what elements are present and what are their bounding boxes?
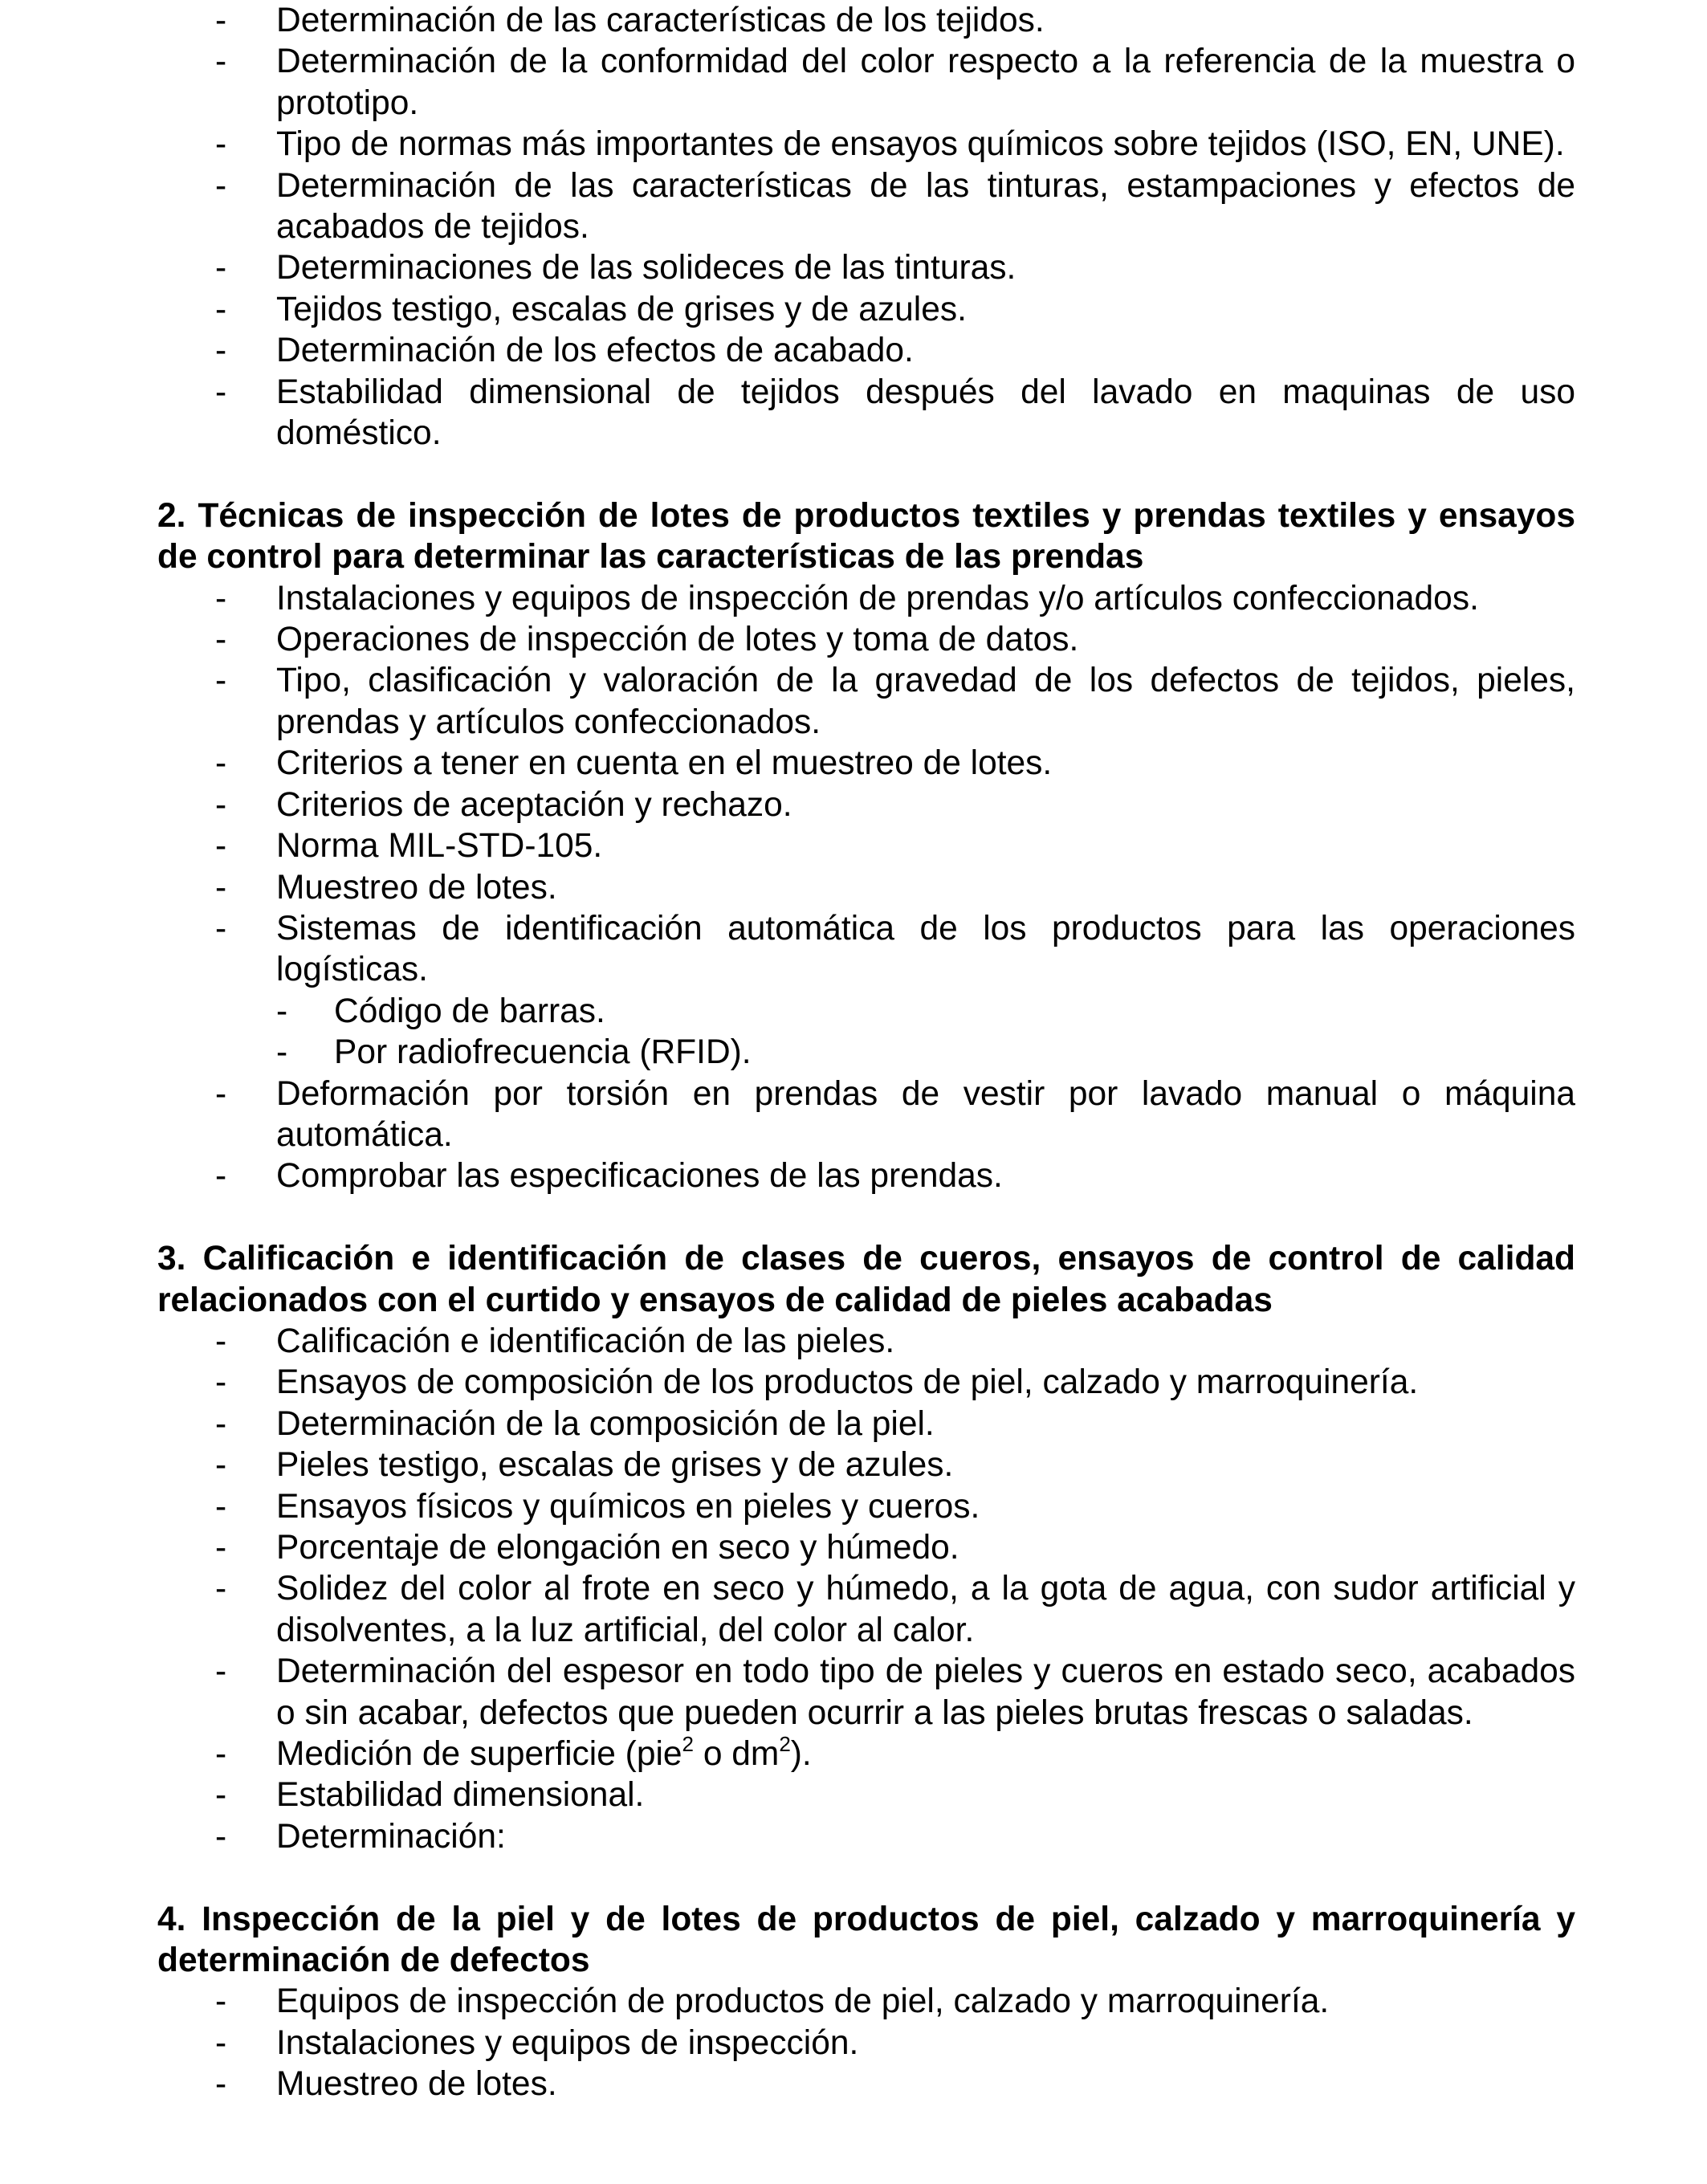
list-item <box>157 1486 1575 1527</box>
bullet-dash: - <box>215 744 227 783</box>
list-item-text: Criterios de aceptación y rechazo. <box>276 785 792 824</box>
list-item <box>157 1734 1575 1774</box>
bullet-dash: - <box>215 1363 227 1402</box>
sub-list-item <box>157 1032 1575 1073</box>
bullet-dash: - <box>215 909 227 947</box>
list-item-text: Comprobar las especificaciones de las prendas. <box>276 1157 1003 1196</box>
list-item-text: Ensayos físicos y químicos en pieles y cueros. <box>276 1487 980 1526</box>
bullet-dash: - <box>215 662 227 700</box>
section-spacer <box>157 1857 1575 1898</box>
surface-text-middle: o dm <box>694 1735 780 1774</box>
list-item-text: Calificación e identificación de las pieles. <box>276 1322 895 1360</box>
bullet-dash: - <box>215 868 227 907</box>
section-2-heading: 2. Técnicas de inspección de lotes de productos textiles y prendas textiles y ensayos de control para determinar las características de las prendas <box>157 496 1575 577</box>
list-item-text: Instalaciones y equipos de inspección. <box>276 2023 859 2062</box>
list-item <box>157 1155 1575 1196</box>
list-item-text: Tipo, clasificación y valoración de la gravedad de los defectos de tejidos, pieles, prendas y artículos confeccionados. <box>276 662 1575 741</box>
list-item <box>157 825 1575 866</box>
section-4-list <box>157 1981 1575 2105</box>
surface-text-after: ). <box>790 1735 812 1774</box>
bullet-dash: - <box>215 1982 227 2021</box>
list-item <box>157 1816 1575 1857</box>
bullet-dash: - <box>215 249 227 287</box>
bullet-dash: - <box>276 1033 288 1072</box>
bullet-dash: - <box>215 1652 227 1691</box>
list-item-text: Equipos de inspección de productos de piel, calzado y marroquinería. <box>276 1982 1330 2021</box>
list-item <box>157 1362 1575 1403</box>
list-item-text: Determinaciones de las solideces de las tinturas. <box>276 249 1016 287</box>
list-item <box>157 784 1575 825</box>
list-item <box>157 1404 1575 1444</box>
bullet-dash: - <box>215 1776 227 1815</box>
sub-list-item <box>157 991 1575 1032</box>
section-1-list <box>157 0 1575 454</box>
list-item <box>157 0 1575 41</box>
bullet-dash: - <box>215 166 227 205</box>
sub-list-item-text: Código de barras. <box>334 992 605 1030</box>
bullet-dash: - <box>215 290 227 328</box>
bullet-dash: - <box>215 332 227 370</box>
list-item <box>157 372 1575 454</box>
sub-list-item-text: Por radiofrecuencia (RFID). <box>334 1033 752 1072</box>
list-item <box>157 1074 1575 1156</box>
bullet-dash: - <box>215 1817 227 1856</box>
list-item <box>157 1444 1575 1485</box>
list-item-text: Solidez del color al frote en seco y húmedo, a la gota de agua, con sudor artificial y disolventes, a la luz artificial, del color al calor. <box>276 1570 1575 1649</box>
list-item-text: Operaciones de inspección de lotes y toma de datos. <box>276 621 1079 659</box>
list-item <box>157 743 1575 784</box>
superscript: 2 <box>682 1732 695 1757</box>
bullet-dash: - <box>215 2023 227 2062</box>
list-item-text: Sistemas de identificación automática de los productos para las operaciones logísticas. <box>276 909 1575 989</box>
list-item <box>157 660 1575 743</box>
list-item <box>157 247 1575 288</box>
list-item <box>157 165 1575 248</box>
list-item <box>157 619 1575 660</box>
list-item-text: Estabilidad dimensional de tejidos después del lavado en maquinas de uso doméstico. <box>276 373 1575 453</box>
list-item-text: Determinación de las características de las tinturas, estampaciones y efectos de acabados de tejidos. <box>276 166 1575 247</box>
list-item-text: Determinación del espesor en todo tipo de pieles y cueros en estado seco, acabados o sin acabar, defectos que pueden ocurrir a las pieles brutas frescas o saladas. <box>276 1652 1575 1732</box>
list-item-text: Determinación de la composición de la piel. <box>276 1404 935 1443</box>
bullet-dash: - <box>215 1446 227 1485</box>
list-item-text <box>276 1732 812 1774</box>
list-item <box>157 908 1575 991</box>
bullet-dash: - <box>215 1735 227 1774</box>
superscript: 2 <box>779 1732 791 1757</box>
bullet-dash: - <box>215 1157 227 1196</box>
bullet-dash: - <box>215 827 227 866</box>
bullet-dash: - <box>215 43 227 81</box>
list-item <box>157 41 1575 124</box>
list-item <box>157 578 1575 619</box>
list-item-text: Muestreo de lotes. <box>276 2065 557 2104</box>
bullet-dash: - <box>215 1487 227 1526</box>
list-item <box>157 1568 1575 1651</box>
bullet-dash: - <box>215 1529 227 1567</box>
bullet-dash: - <box>215 579 227 617</box>
list-item-text: Determinación: <box>276 1817 506 1856</box>
bullet-dash: - <box>215 1322 227 1360</box>
list-item-text: Determinación de los efectos de acabado. <box>276 332 914 370</box>
list-item-text: Tejidos testigo, escalas de grises y de azules. <box>276 290 967 328</box>
list-item-text: Determinación de las características de los tejidos. <box>276 2 1045 39</box>
list-item <box>157 124 1575 165</box>
list-item <box>157 330 1575 371</box>
list-item <box>157 1321 1575 1362</box>
section-3-heading: 3. Calificación e identificación de clases de cueros, ensayos de control de calidad relacionados con el curtido y ensayos de calidad de pieles acabadas <box>157 1240 1575 1319</box>
section-2-list <box>157 578 1575 1197</box>
list-item-text: Ensayos de composición de los productos de piel, calzado y marroquinería. <box>276 1363 1419 1402</box>
bullet-dash: - <box>215 785 227 824</box>
list-item <box>157 1981 1575 2022</box>
list-item <box>157 1651 1575 1734</box>
bullet-dash: - <box>215 1404 227 1443</box>
bullet-dash: - <box>215 2065 227 2104</box>
section-3-list <box>157 1321 1575 1857</box>
list-item <box>157 289 1575 330</box>
list-item <box>157 1774 1575 1815</box>
bullet-dash: - <box>215 2 227 39</box>
section-4-heading: 4. Inspección de la piel y de lotes de productos de piel, calzado y marroquinería y determinación de defectos <box>157 1900 1575 1980</box>
list-item <box>157 867 1575 908</box>
list-item-text: Muestreo de lotes. <box>276 868 557 907</box>
list-item-text: Determinación de la conformidad del color respecto a la referencia de la muestra o prototipo. <box>276 43 1575 122</box>
section-spacer <box>157 454 1575 495</box>
list-item <box>157 2064 1575 2105</box>
list-item-text: Tipo de normas más importantes de ensayos químicos sobre tejidos (ISO, EN, UNE). <box>276 125 1565 164</box>
list-item <box>157 1527 1575 1568</box>
bullet-dash: - <box>215 373 227 411</box>
bullet-dash: - <box>215 125 227 164</box>
list-item-text: Norma MIL-STD-105. <box>276 827 603 866</box>
bullet-dash: - <box>215 1074 227 1113</box>
list-item-text: Deformación por torsión en prendas de vestir por lavado manual o máquina automática. <box>276 1074 1575 1154</box>
surface-text-before: Medición de superficie (pie <box>276 1735 682 1774</box>
list-item-text: Estabilidad dimensional. <box>276 1776 645 1815</box>
document-page <box>157 0 1575 2105</box>
section-spacer <box>157 1197 1575 1238</box>
list-item-text: Instalaciones y equipos de inspección de prendas y/o artículos confeccionados. <box>276 579 1479 617</box>
bullet-dash: - <box>215 621 227 659</box>
list-item-text: Criterios a tener en cuenta en el muestreo de lotes. <box>276 744 1053 783</box>
list-item <box>157 2023 1575 2064</box>
list-item-text: Porcentaje de elongación en seco y húmedo. <box>276 1529 959 1567</box>
bullet-dash: - <box>215 1570 227 1608</box>
list-item-text: Pieles testigo, escalas de grises y de azules. <box>276 1446 954 1485</box>
bullet-dash: - <box>276 992 288 1030</box>
